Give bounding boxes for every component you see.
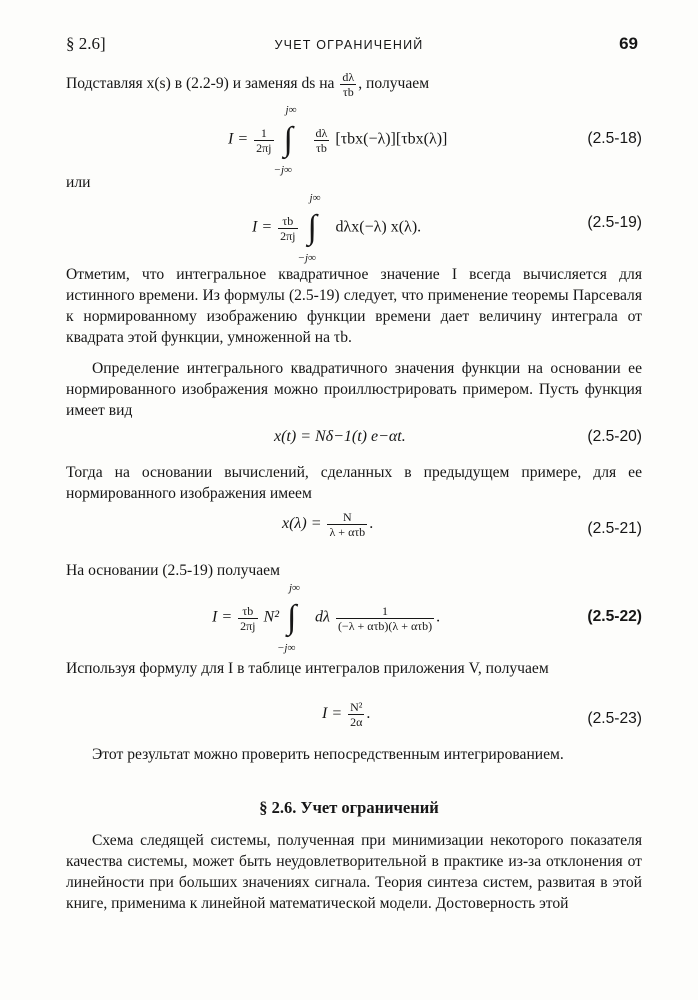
fraction-dlambda: $\frac{d\lambda}{\tau b}$ — [342, 70, 355, 99]
paragraph-example-intro: Определение интегрального квадратичного значения функции на основании ее нормированного изображения можно проиллюстрировать примером. Пусть функция имеет вид — [66, 360, 642, 419]
paragraph-based-on: На основании (2.5-19) получаем — [66, 562, 280, 579]
integral-sign: j∞ ∫ −j∞ — [297, 192, 321, 264]
integral-sign: j∞ ∫ −j∞ — [273, 104, 297, 176]
header-running-title: УЧЕТ ОГРАНИЧЕНИЙ — [274, 38, 424, 52]
equation-number-2-5-22: (2.5-22) — [587, 608, 642, 625]
integral-sign: j∞ ∫ −j∞ — [277, 582, 300, 654]
section-heading: § 2.6. Учет ограничений — [259, 798, 439, 817]
equation-2-5-19: I = $\frac{\tau b}{2\pi j}$ j∞ ∫ −j∞ dλx(−λ) x(λ). — [252, 192, 422, 264]
paragraph-intro — [66, 70, 642, 99]
equation-2-5-20: x(t) = Nδ−1(t) e−αt. — [274, 428, 406, 445]
paragraph-constraints: Схема следящей системы, полученная при минимизации некоторого показателя качества системы, может быть неудовлетворительной в практике из-за отклонения от линейности при больших значениях сигнала. Теория синтеза систем, развитая в этой книге, применима к линейной математической модели. Достоверность этой — [66, 832, 642, 912]
paragraph-previous-example: Тогда на основании вычислений, сделанных в предыдущем примере, для ее нормированного изображения имеем — [66, 464, 642, 502]
equation-2-5-23: I = $\frac{\text{N²}}{2\alpha}$ . — [322, 700, 371, 729]
equation-number-2-5-23: (2.5-23) — [587, 710, 642, 727]
paragraph-parseval: Отметим, что интегральное квадратичное значение I всегда вычисляется для истинного времени. Из формулы (2.5-19) следует, что применение теоремы Парсеваля к нормированному изображению функции времени дает величину интеграла от квадрата этой функции, умноженной на τb. — [66, 266, 642, 346]
equation-number-2-5-19: (2.5-19) — [587, 214, 642, 231]
intro-tail: , получаем — [358, 75, 430, 93]
equation-number-2-5-18: (2.5-18) — [587, 130, 642, 147]
paragraph-using-formula: Используя формулу для I в таблице интегралов приложения V, получаем — [66, 660, 549, 677]
equation-number-2-5-20: (2.5-20) — [587, 428, 642, 445]
equation-2-5-21: x(λ) = $\frac{N}{\text{λ + ατb}}$ . — [282, 510, 374, 539]
header-page-number: 69 — [619, 34, 638, 53]
equation-2-5-18: I = $\frac{1}{2\pi j}$ j∞ ∫ −j∞ $\frac{d\lambda}{\tau b}$ [τbx(−λ)][τbx(λ)] — [228, 104, 448, 176]
intro-text: Подставляя x(s) в (2.2-9) и заменяя ds на — [66, 75, 335, 93]
header-section-ref: § 2.6] — [66, 34, 106, 53]
word-or: или — [66, 174, 91, 191]
equation-number-2-5-21: (2.5-21) — [587, 520, 642, 537]
paragraph-verify: Этот результат можно проверить непосредственным интегрированием. — [92, 746, 564, 763]
equation-2-5-22: I = $\frac{\tau b}{2\pi j}$ N² j∞ ∫ −j∞ dλ $\frac{1}{\text{(−λ + ατb)(λ + ατb)}}$ . — [212, 582, 441, 654]
